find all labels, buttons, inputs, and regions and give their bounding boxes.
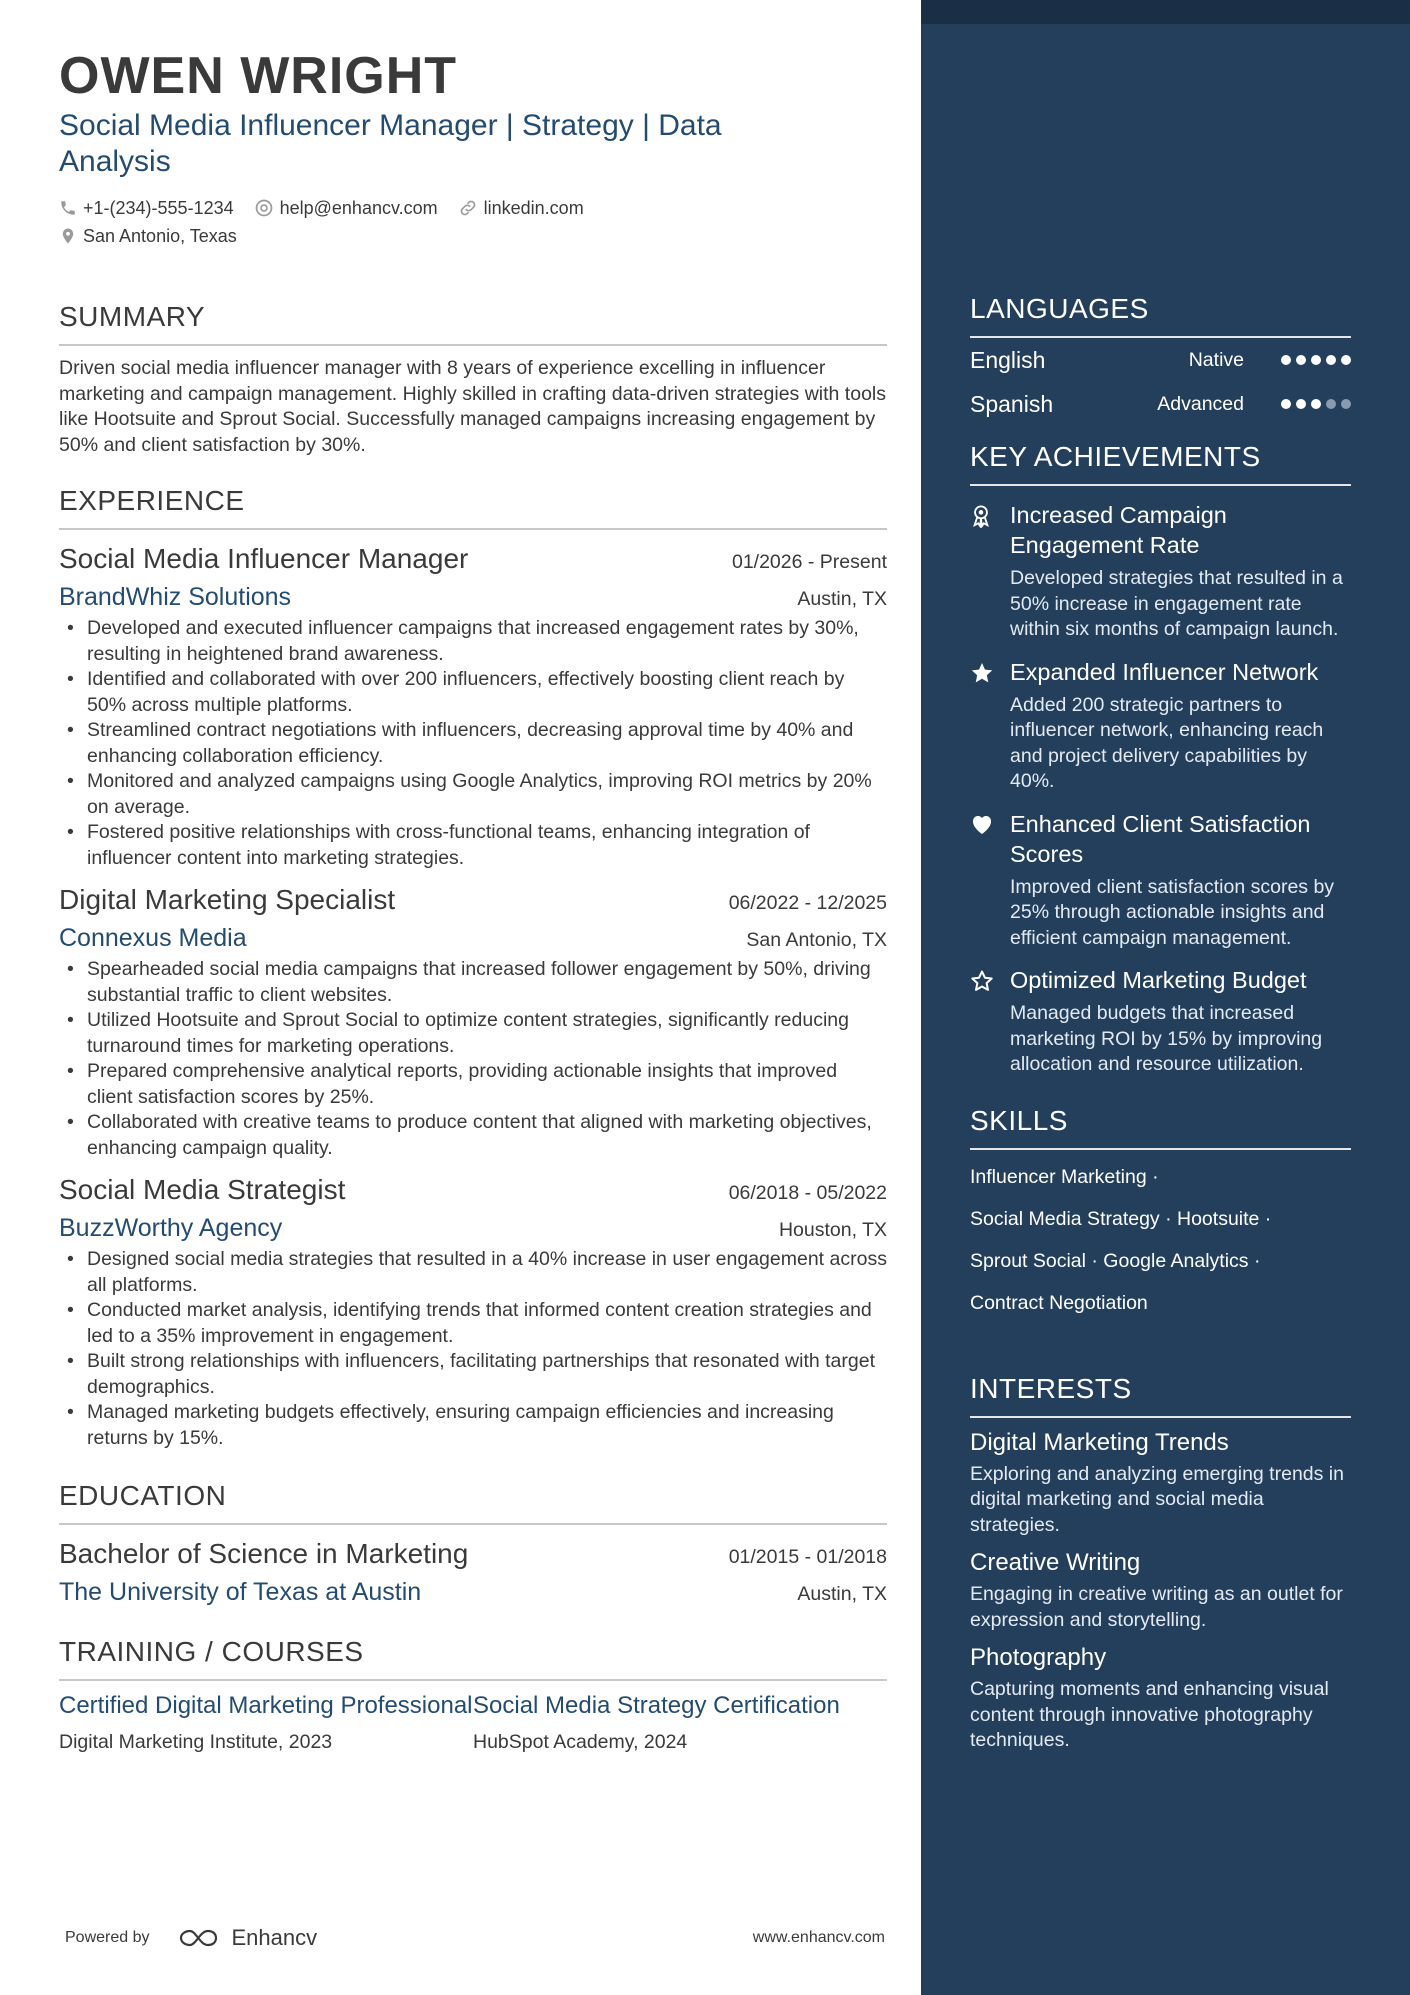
job-entry: [59, 542, 887, 871]
achievement-title: Expanded Influencer Network: [1010, 658, 1319, 685]
skills-title: SKILLS: [970, 1104, 1351, 1150]
interest-item: [970, 1428, 1351, 1539]
bullet-item: • Built strong relationships with influencers, facilitating partnerships that resonated with target demographics.: [59, 1349, 887, 1400]
achievement-desc: Added 200 strategic partners to influencer network, enhancing reach and project delivery capabilities by 40%.: [1010, 693, 1324, 792]
job-location: Houston, TX: [778, 1219, 887, 1241]
job-location: San Antonio, TX: [746, 929, 887, 951]
powered-by-label: Powered by: [65, 1929, 150, 1946]
enhancv-logo-icon: [178, 1927, 226, 1949]
dot-empty: [1341, 399, 1351, 409]
course-meta: Digital Marketing Institute, 2023: [59, 1731, 333, 1753]
course-entry: [473, 1691, 887, 1754]
enhancv-logo[interactable]: [158, 1925, 318, 1951]
achievements-title: KEY ACHIEVEMENTS: [970, 440, 1351, 486]
achievement-title: Increased Campaign Engagement Rate: [1010, 502, 1227, 558]
dot-filled: [1311, 399, 1321, 409]
achievement-desc: Improved client satisfaction scores by 25% through actionable insights and efficient campaign management.: [1010, 875, 1335, 949]
email-contact[interactable]: [254, 198, 438, 219]
location-contact: [59, 226, 237, 247]
skills-line: Sprout Social · Google Analytics ·: [970, 1249, 1261, 1272]
course-meta: HubSpot Academy, 2024: [473, 1731, 688, 1753]
dot-filled: [1341, 355, 1351, 365]
languages-section: [970, 292, 1351, 426]
star-outline-icon: [970, 969, 994, 993]
achievement-item: [970, 965, 1351, 1078]
candidate-name: OWEN WRIGHT: [59, 47, 458, 105]
bullet-item: • Designed social media strategies that resulted in a 40% increase in user engagement across all platforms.: [59, 1247, 887, 1298]
dot-filled: [1281, 399, 1291, 409]
interest-title: Digital Marketing Trends: [970, 1428, 1229, 1456]
languages-title: LANGUAGES: [970, 292, 1351, 338]
course-title: Certified Digital Marketing Professional: [59, 1692, 473, 1719]
dot-filled: [1326, 355, 1336, 365]
experience-title: EXPERIENCE: [59, 484, 887, 530]
interest-desc: Capturing moments and enhancing visual content through innovative photography techniques.: [970, 1678, 1329, 1751]
interests-title: INTERESTS: [970, 1372, 1351, 1418]
achievement-desc: Managed budgets that increased marketing ROI by 15% by improving allocation and resource utilization.: [1010, 1002, 1323, 1075]
star-filled-icon: [970, 661, 994, 685]
linkedin-contact[interactable]: [458, 198, 584, 219]
job-bullets: [59, 957, 887, 1161]
job-title: Social Media Strategist: [59, 1174, 346, 1205]
job-bullets: [59, 616, 887, 871]
skills-line: Social Media Strategy · Hootsuite ·: [970, 1207, 1272, 1230]
dot-empty: [1326, 399, 1336, 409]
school-name: The University of Texas at Austin: [59, 1578, 422, 1606]
heart-icon: [970, 813, 994, 835]
education-title: EDUCATION: [59, 1479, 887, 1525]
language-name: Spanish: [970, 390, 1054, 417]
headline: Social Media Influencer Manager | Strategy | Data Analysis: [59, 109, 722, 178]
bullet-item: • Utilized Hootsuite and Sprout Social to optimize content strategies, significantly reducing turnaround times for marketing operations.: [59, 1008, 887, 1059]
achievement-item: [970, 657, 1351, 795]
language-item: [970, 382, 1351, 426]
experience-section: [59, 484, 887, 1451]
school-location: Austin, TX: [797, 1583, 887, 1605]
dot-filled: [1281, 355, 1291, 365]
phone-contact[interactable]: [59, 198, 234, 219]
achievement-title: Optimized Marketing Budget: [1010, 967, 1307, 993]
training-title: TRAINING / COURSES: [59, 1635, 887, 1681]
skills-line: Influencer Marketing ·: [970, 1165, 1159, 1188]
summary-section: [59, 300, 887, 458]
bullet-item: • Spearheaded social media campaigns that increased follower engagement by 50%, driving substantial traffic to client websites.: [59, 957, 887, 1008]
company-name: BuzzWorthy Agency: [59, 1214, 283, 1242]
education-entry: [59, 1537, 887, 1607]
achievement-title: Enhanced Client Satisfaction Scores: [1010, 810, 1311, 867]
education-date: 01/2015 - 01/2018: [728, 1546, 887, 1568]
job-date: 01/2026 - Present: [731, 551, 887, 573]
bullet-item: • Identified and collaborated with over 200 influencers, effectively boosting client reach by 50% across multiple platforms.: [59, 667, 887, 718]
course-title: Social Media Strategy Certification: [473, 1692, 840, 1719]
location-text: San Antonio, Texas: [83, 225, 237, 246]
bullet-item: • Conducted market analysis, identifying trends that informed content creation strategies and led to a 35% improvement in engagement.: [59, 1298, 887, 1349]
company-name: BrandWhiz Solutions: [59, 583, 292, 611]
language-name: English: [970, 346, 1046, 373]
link-icon: [458, 198, 478, 218]
bullet-item: • Monitored and analyzed campaigns using Google Analytics, improving ROI metrics by 20% on average.: [59, 769, 887, 820]
interest-desc: Engaging in creative writing as an outlet for expression and storytelling.: [970, 1583, 1343, 1631]
summary-title: SUMMARY: [59, 300, 887, 346]
award-ribbon-icon: [970, 504, 992, 528]
job-title: Social Media Influencer Manager: [59, 543, 469, 574]
interest-title: Photography: [970, 1644, 1107, 1671]
footer: [65, 1925, 885, 1951]
degree-title: Bachelor of Science in Marketing: [59, 1538, 469, 1569]
bullet-item: • Fostered positive relationships with cross-functional teams, enhancing integration of influencer content into marketing strategies.: [59, 820, 887, 871]
interest-item: [970, 1643, 1351, 1754]
job-entry: [59, 1173, 887, 1451]
email-text: help@enhancv.com: [279, 197, 438, 218]
achievement-desc: Developed strategies that resulted in a 50% increase in engagement rate within six months of campaign launch.: [1010, 567, 1343, 640]
location-pin-icon: [59, 226, 77, 246]
skills-section: [970, 1104, 1351, 1324]
dot-filled: [1296, 399, 1306, 409]
interest-desc: Exploring and analyzing emerging trends in digital marketing and social media strategies.: [970, 1462, 1344, 1536]
bullet-item: • Prepared comprehensive analytical reports, providing actionable insights that improved client satisfaction scores by 25%.: [59, 1059, 887, 1110]
job-bullets: [59, 1247, 887, 1451]
company-name: Connexus Media: [59, 924, 247, 952]
achievement-item: [970, 500, 1351, 643]
interests-section: [970, 1372, 1351, 1754]
enhancv-brand-text: Enhancv: [231, 1925, 318, 1950]
sidebar-top-bar: [921, 0, 1410, 24]
dot-filled: [1311, 355, 1321, 365]
achievement-item: [970, 809, 1351, 952]
website-link[interactable]: www.enhancv.com: [752, 1929, 885, 1946]
linkedin-text: linkedin.com: [483, 197, 584, 218]
skills-line: Contract Negotiation: [970, 1291, 1148, 1314]
summary-text: Driven social media influencer manager with 8 years of experience excelling in influencer marketing and campaign management. Highly skilled in crafting data-driven strategies with tools like Hootsuite and Sprout Social. Successfully managed campaigns increasing engagement by 50% and client satisfaction by 30%.: [59, 357, 886, 456]
proficiency-dots: [1276, 399, 1351, 409]
bullet-item: • Developed and executed influencer campaigns that increased engagement rates by 30%, resulting in heightened brand awareness.: [59, 616, 887, 667]
job-date: 06/2018 - 05/2022: [728, 1182, 887, 1204]
language-item: [970, 338, 1351, 382]
sidebar: [921, 0, 1410, 1995]
phone-text: +1-(234)-555-1234: [83, 197, 234, 218]
at-icon: [254, 198, 274, 218]
bullet-item: • Managed marketing budgets effectively, ensuring campaign efficiencies and increasing returns by 15%.: [59, 1400, 887, 1451]
proficiency-dots: [1276, 355, 1351, 365]
bullet-item: • Collaborated with creative teams to produce content that aligned with marketing objectives, enhancing campaign quality.: [59, 1110, 887, 1161]
language-level: Native: [1188, 348, 1244, 371]
achievements-section: [970, 440, 1351, 1078]
job-date: 06/2022 - 12/2025: [728, 892, 887, 914]
dot-filled: [1296, 355, 1306, 365]
contact-info: [59, 194, 887, 250]
course-entry: [59, 1691, 473, 1754]
education-section: [59, 1479, 887, 1607]
interest-item: [970, 1548, 1351, 1633]
bullet-item: • Streamlined contract negotiations with influencers, decreasing approval time by 40% and enhancing collaboration efficiency.: [59, 718, 887, 769]
training-section: [59, 1635, 887, 1754]
job-entry: [59, 883, 887, 1161]
language-level: Advanced: [1157, 392, 1244, 415]
interest-title: Creative Writing: [970, 1549, 1141, 1576]
phone-icon: [59, 199, 77, 217]
job-location: Austin, TX: [797, 588, 887, 610]
job-title: Digital Marketing Specialist: [59, 884, 396, 915]
